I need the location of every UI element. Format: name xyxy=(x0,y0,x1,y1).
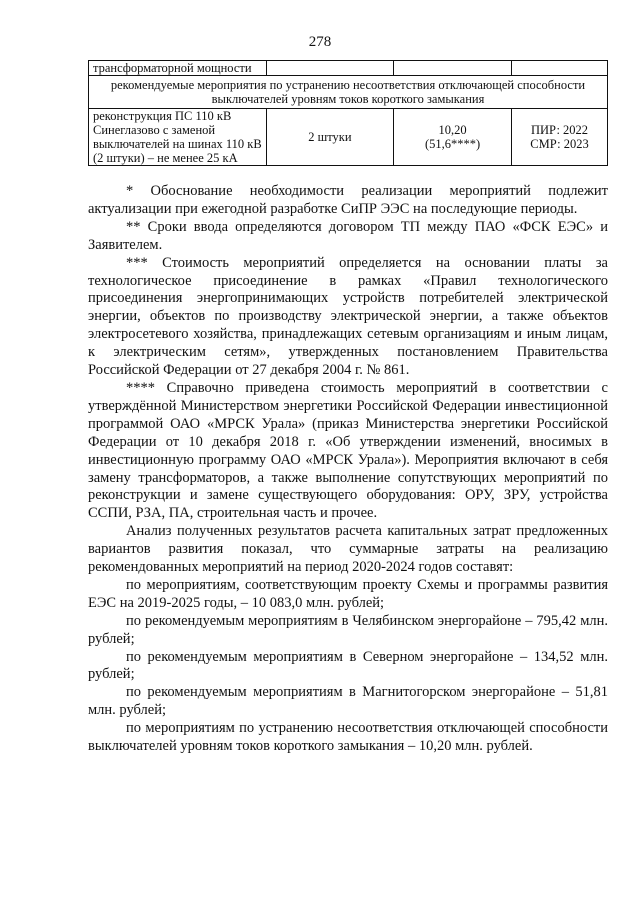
table-cell-cost xyxy=(394,109,512,166)
table-cell-measure: реконструкция ПС 110 кВ Синеглазово с заменой выключателей на шинах 110 кВ (2 штуки) – не менее 25 кА xyxy=(89,109,267,166)
measures-table xyxy=(88,60,608,166)
cost-value: 10,20 xyxy=(438,123,467,137)
table-row xyxy=(89,61,608,76)
table-cell-empty xyxy=(512,61,608,76)
cost-item: по рекомендуемым мероприятиям в Магнитогорском энергорайоне – 51,81 млн. рублей; xyxy=(88,684,608,719)
table-cell-schedule xyxy=(512,109,608,166)
footnote-1: * Обоснование необходимости реализации мероприятий подлежит актуализации при ежегодной разработке СиПР ЭЭС на последующие периоды. xyxy=(88,183,608,217)
smr-year: СМР: 2023 xyxy=(530,137,589,151)
body-text xyxy=(88,183,608,756)
cost-item: по рекомендуемым мероприятиям в Северном энергорайоне – 134,52 млн. рублей; xyxy=(88,648,608,683)
analysis-paragraph: Анализ полученных результатов расчета капитальных затрат предложенных вариантов развития показал, что суммарные затраты на реализацию рекомендованных мероприятий на период 2020-2024 годов составят: xyxy=(88,523,608,576)
table-cell-measure: трансформаторной мощности xyxy=(89,61,267,76)
cost-item: по мероприятиям, соответствующим проекту Схемы и программы развития ЕЭС на 2019-2025 годы, – 10 083,0 млн. рублей; xyxy=(88,576,608,611)
footnote-3: *** Стоимость мероприятий определяется на основании платы за технологическое присоединение в рамках «Правил технологического присоединения энергопринимающих устройств потребителей электрической энергии, объектов по производству электрической энергии, а также объектов электросетевого хозяйства, принадлежащих сетевым организациям и иным лицам, к электрическим сетям», утвержденных постановлением Правительства Российской Федерации от 27 декабря 2004 г. № 861. xyxy=(88,254,608,379)
table-row xyxy=(89,109,608,166)
footnote-2: ** Сроки ввода определяются договором ТП между ПАО «ФСК ЕЭС» и Заявителем. xyxy=(88,218,608,253)
table-cell-quantity: 2 штуки xyxy=(266,109,393,166)
table-cell-empty xyxy=(394,61,512,76)
footnote-4: **** Справочно приведена стоимость мероприятий в соответствии с утверждённой Министерством энергетики Российской Федерации инвестиционной программой ОАО «МРСК Урала» (приказ Министерства энергетики Российской Федерации от 10 декабря 2018 г. «Об утверждении изменений, вносимых в инвестиционную программу ОАО «МРСК Урала»). Мероприятия включают в себя замену трансформаторов, а также выполнение сопутствующих мероприятий по реконструкции и замене существующего оборудования: ОРУ, ЗРУ, устройства ССПИ, РЗА, ПА, строительная часть и прочее. xyxy=(88,379,608,522)
table-section-row xyxy=(89,76,608,109)
pir-year: ПИР: 2022 xyxy=(530,123,589,137)
cost-reference-value: (51,6****) xyxy=(424,137,481,151)
page-number: 278 xyxy=(308,34,332,50)
table-section-header: рекомендуемые мероприятия по устранению несоответствия отключающей способности выключателей уровням токов короткого замыкания xyxy=(89,76,608,109)
table-cell-empty xyxy=(266,61,393,76)
cost-item: по мероприятиям по устранению несоответствия отключающей способности выключателей уровням токов короткого замыкания – 10,20 млн. рублей. xyxy=(88,720,608,755)
cost-item: по рекомендуемым мероприятиям в Челябинском энергорайоне – 795,42 млн. рублей; xyxy=(88,612,608,647)
